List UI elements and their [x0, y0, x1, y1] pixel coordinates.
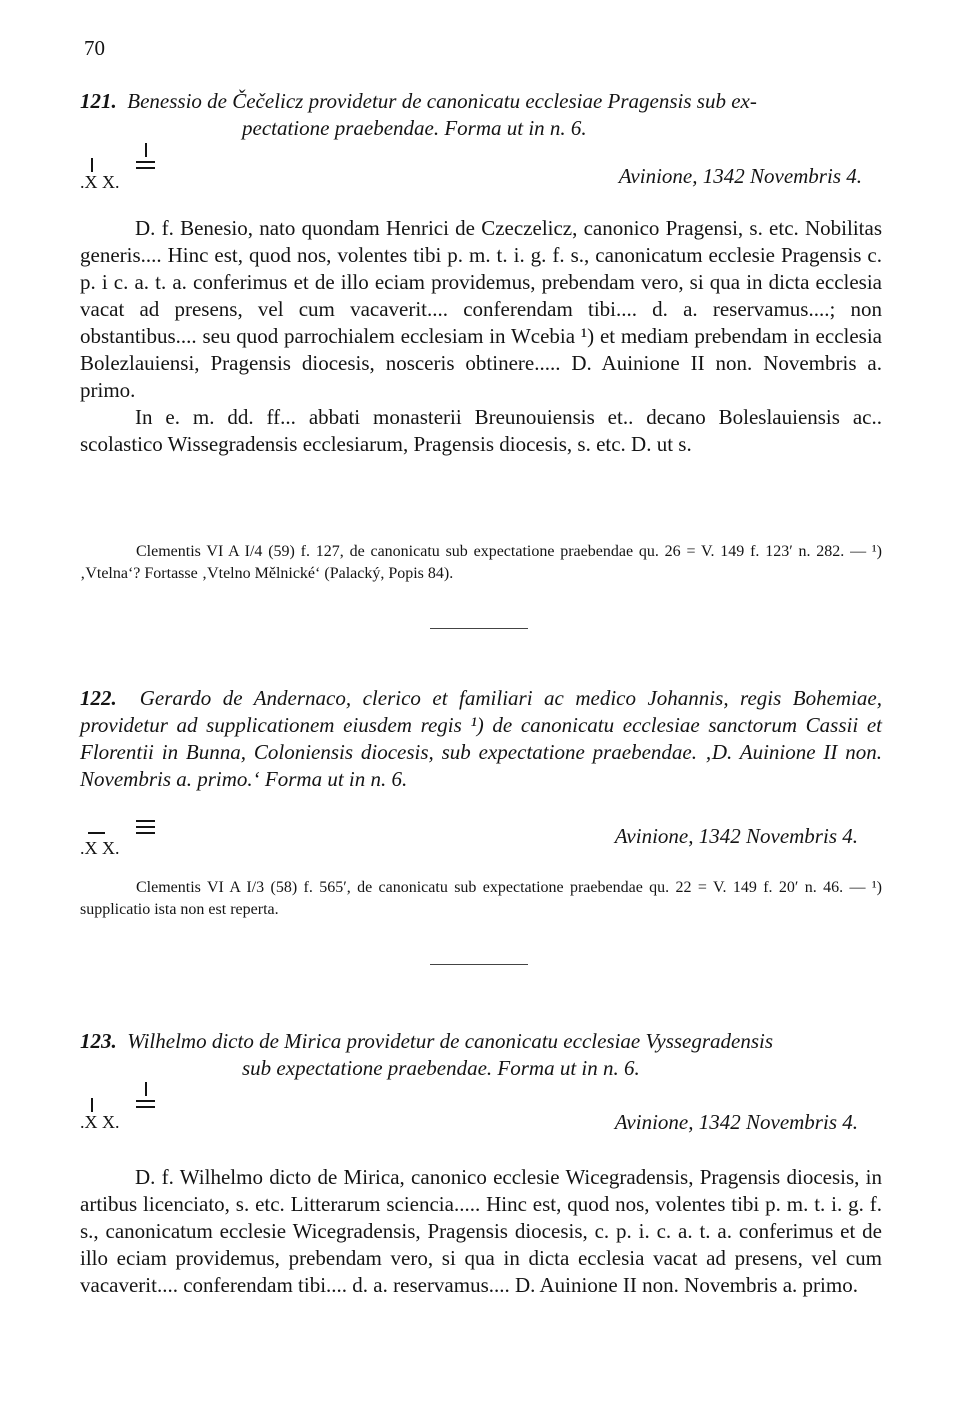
entry-date: Avinione, 1342 Novembris 4. — [614, 1110, 858, 1134]
heading-line-2: pectatione praebendae. Forma ut in n. 6. — [242, 116, 587, 140]
heading-line-1: Wilhelmo dicto de Mirica providetur de canonicatu ecclesiae Vyssegradensis — [127, 1029, 774, 1053]
entry-body — [80, 1164, 882, 1299]
mark-bar — [145, 1082, 147, 1096]
register-marks — [80, 814, 180, 860]
body-paragraph: D. f. Benesio, nato quondam Henrici de Czeczelicz, canonico Pragensi, s. etc. Nobilitas generis.... Hinc est, quod nos, volentes tibi p. m. t. i. g. f. s., canonicatum ecclesie Pragensis c. p. i c. a. t. a. conferimus et de illo eciam providemus, prebendam vero, si qua in dicta ecclesia vacat ad presens, vel cum vacaverit.... conferendam tibi.... d. a. reservamus....; non obstantibus.... seu quod parrochialem ecclesiam in Wcebia ¹) et mediam prebendam in ecclesia Bolezlauiensi, Pragensis diocesis, nosceris obtinere..... D. Auinione II non. Novembris a. primo. — [80, 216, 882, 402]
entry-heading — [80, 88, 882, 142]
register-marks — [80, 1080, 180, 1132]
mark-stroke — [136, 820, 155, 822]
mark-bar — [91, 1098, 93, 1112]
entry-heading: Gerardo de Andernaco, clerico et familiari ac medico Johannis, regis Bohemiae, providetur ad supplicationem eiusdem regis ¹) de canonicatu ecclesiae sanctorum Cassii et Florentii in Bunna, Coloniensis diocesis, sub expectatione praebendae. ‚D. Auinione II non. Novembris a. primo.‘ Forma ut in n. 6. — [80, 686, 882, 791]
entry-number: 123. — [80, 1029, 117, 1053]
mark-stroke — [136, 826, 155, 828]
entry-121 — [80, 88, 882, 142]
body-paragraph: D. f. Wilhelmo dicto de Mirica, canonico ecclesie Wicegradensis, Pragensis diocesis, in artibus licenciato, s. etc. Litterarum sciencia..... Hinc est, quod nos, volentes tibi p. m. t. i. g. f. s., canonicatum ecclesie Wicegradensis, Pragensis diocesis, c. p. i. c. a. t. a. conferimus et de illo eciam providemus, prebendam vero, si qua in dicta ecclesia vacat ad presens, vel cum vacaverit.... conferendam tibi.... d. a. reservamus.... D. Auinione II non. Novembris a. primo. — [80, 1165, 882, 1297]
register-marks — [80, 142, 180, 192]
register-marks-label: .X X. — [80, 172, 120, 192]
mark-stroke — [88, 832, 105, 834]
register-marks-label: .X X. — [80, 838, 120, 858]
page-number: 70 — [84, 36, 105, 60]
body-paragraph: In e. m. dd. ff... abbati monasterii Breunouiensis et.. decano Boleslauiensis ac.. scolastico Wissegradensis ecclesiarum, Pragensis diocesis, s. etc. D. ut s. — [80, 405, 882, 456]
separator-rule — [430, 964, 528, 965]
mark-stroke — [136, 832, 155, 834]
footnote: Clementis VI A I/3 (58) f. 565′, de canonicatu sub expectatione praebendae qu. 22 = V. 149 f. 20′ n. 46. — ¹) supplicatio ista non est reperta. — [80, 879, 882, 918]
mark-stroke — [136, 1106, 155, 1108]
entry-number: 122. — [80, 686, 117, 710]
entry-123 — [80, 1028, 882, 1082]
entry-heading — [80, 1028, 882, 1082]
footnote: Clementis VI A I/4 (59) f. 127, de canonicatu sub expectatione praebendae qu. 26 = V. 149 f. 123′ n. 282. — ¹) ‚Vtelna‘? Fortasse ‚Vtelno Mělnické‘ (Palacký, Popis 84). — [80, 543, 882, 582]
mark-bar — [91, 158, 93, 172]
mark-stroke — [136, 161, 155, 163]
mark-stroke — [136, 167, 155, 169]
entry-date: Avinione, 1342 Novembris 4. — [614, 824, 858, 848]
heading-line-2: sub expectatione praebendae. Forma ut in n. 6. — [242, 1056, 640, 1080]
mark-stroke — [136, 1100, 155, 1102]
heading-line-1: Benessio de Čečelicz providetur de canonicatu ecclesiae Pragensis sub ex- — [127, 89, 757, 113]
separator-rule — [430, 628, 528, 629]
entry-date: Avinione, 1342 Novembris 4. — [618, 164, 862, 188]
mark-bar — [145, 143, 147, 157]
entry-122 — [80, 685, 882, 793]
entry-body — [80, 215, 882, 458]
entry-number: 121. — [80, 89, 117, 113]
register-marks-label: .X X. — [80, 1112, 120, 1132]
